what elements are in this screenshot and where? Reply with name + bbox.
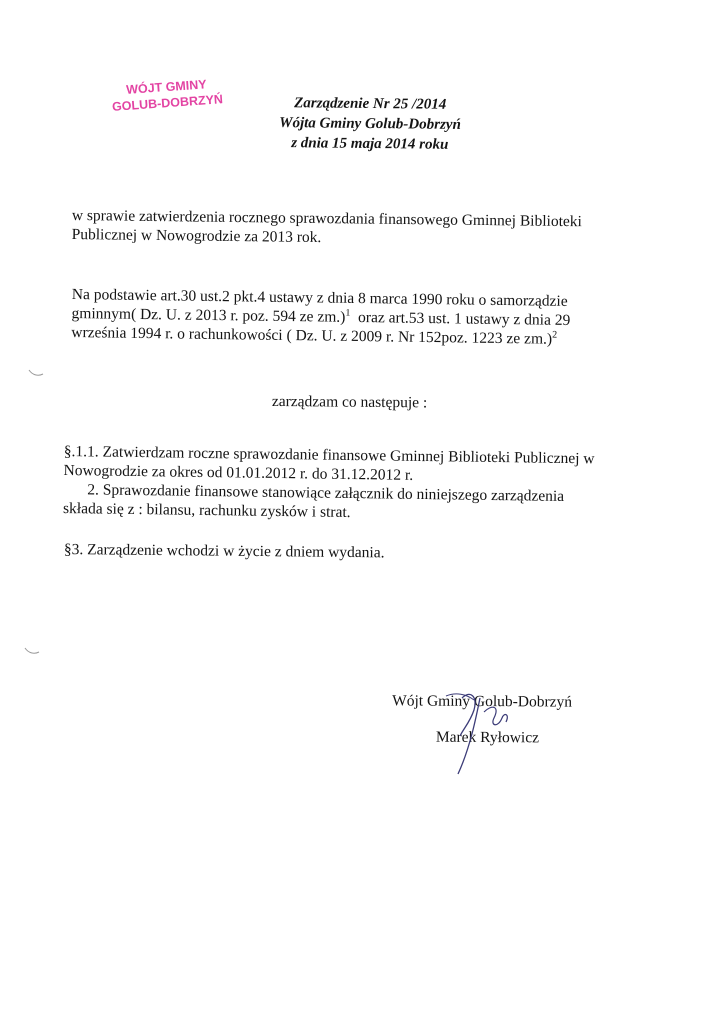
subject-line-1: w sprawie zatwierdzenia rocznego sprawozdania finansowego Gminnej Biblioteki: [71, 206, 582, 231]
paragraph-1-line-4: składa się z : bilansu, rachunku zysków i strat.: [62, 499, 351, 522]
signatory-title: Wójt Gminy Golub-Dobrzyń: [392, 692, 573, 711]
decree-statement: zarządzam co następuje :: [271, 392, 428, 412]
scan-mark: [24, 646, 40, 656]
header-issuer: Wójta Gminy Golub-Dobrzyń: [279, 115, 461, 133]
basis-line-3-text: września 1994 r. o rachunkowości ( Dz. U. z 2009 r. Nr 152poz. 1223 ze zm.): [71, 323, 553, 348]
paragraph-1-section: [63, 442, 595, 525]
stamp-line-2: GOLUB-DOBRZYŃ: [111, 92, 224, 114]
basis-line-2-text: gminnym( Dz. U. z 2013 r. poz. 594 ze zm.): [71, 304, 346, 326]
header-title: Zarządzenie Nr 25 /2014: [294, 95, 447, 113]
header-date: z dnia 15 maja 2014 roku: [291, 135, 449, 153]
scan-mark: [28, 368, 44, 378]
document-header: [250, 93, 491, 156]
handwritten-signature: [440, 688, 530, 778]
legal-basis-section: [71, 285, 570, 349]
subject-section: [72, 206, 582, 250]
paragraph-1-line-3: 2. Sprawozdanie finansowe stanowiące załącznik do niniejszego zarządzenia: [87, 481, 565, 505]
signatory-name: Marek Ryłowicz: [435, 728, 540, 747]
paragraph-1-line-2: Nowogrodzie za okres od 01.01.2012 r. do 31.12.2012 r.: [63, 461, 414, 484]
footnote-marker-1: 1: [345, 307, 351, 319]
paragraph-3: §3. Zarządzenie wchodzi w życie z dniem wydania.: [63, 540, 385, 562]
basis-line-2-rest: oraz art.53 ust. 1 ustawy z dnia 29: [350, 308, 571, 329]
stamp-line-1: WÓJT GMINY: [125, 77, 208, 97]
paragraph-1-line-1: §.1.1. Zatwierdzam roczne sprawozdanie finansowe Gminnej Biblioteki Publicznej w: [63, 442, 595, 468]
subject-line-2: Publicznej w Nowogrodzie za 2013 rok.: [71, 225, 322, 247]
footnote-marker-2: 2: [552, 329, 558, 341]
official-stamp: [96, 74, 238, 116]
basis-line-1: Na podstawie art.30 ust.2 pkt.4 ustawy z dnia 8 marca 1990 roku o samorządzie: [71, 285, 568, 310]
